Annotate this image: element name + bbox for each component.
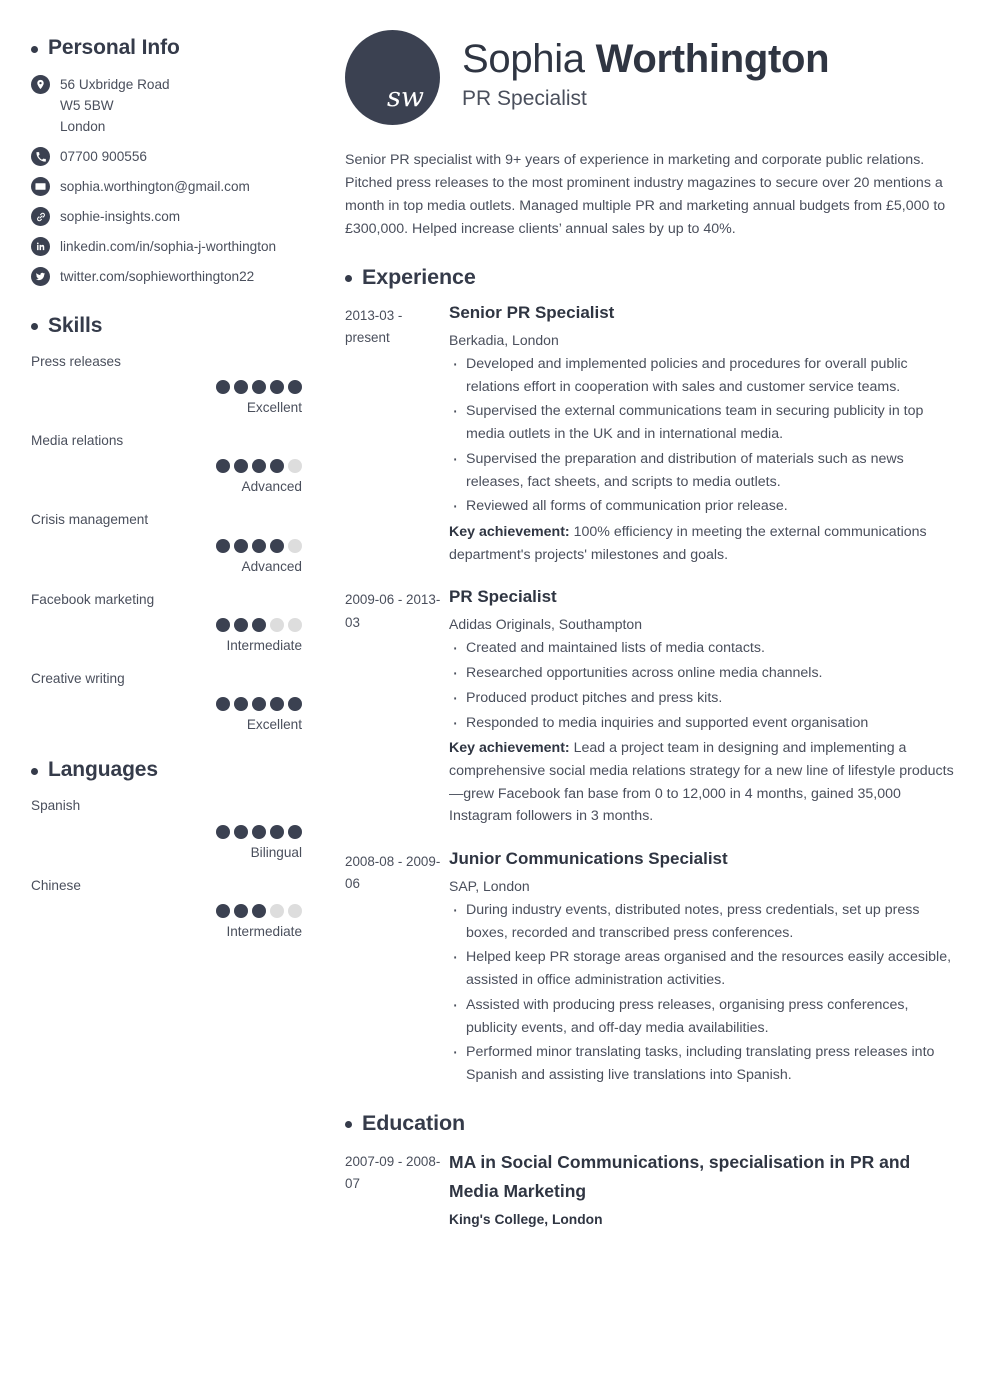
skill-rating <box>31 459 302 494</box>
contact-row[interactable] <box>31 236 302 257</box>
experience-bullet: · Responded to media inquiries and supported event organisation <box>449 712 960 735</box>
experience-key-achievement <box>449 737 960 828</box>
language-level: Bilingual <box>250 844 302 860</box>
contact-text: twitter.com/sophieworthington22 <box>60 269 255 285</box>
experience-bullet: · Researched opportunities across online media channels. <box>449 662 960 685</box>
skill-rating <box>31 539 302 574</box>
rating-dot <box>288 459 302 473</box>
experience-job-title: Senior PR Specialist <box>449 303 615 322</box>
rating-dot <box>252 697 266 711</box>
rating-dot <box>288 825 302 839</box>
rating-dot <box>234 825 248 839</box>
rating-dot <box>216 380 230 394</box>
rating-dot <box>270 380 284 394</box>
key-achievement-text: 100% efficiency in meeting the external communications department's projects' milestones and goals. <box>449 523 927 563</box>
contact-row[interactable] <box>31 206 302 227</box>
experience-job-title: Junior Communications Specialist <box>449 849 728 869</box>
twitter-icon <box>31 267 50 286</box>
language-item <box>31 796 302 859</box>
rating-dot <box>270 459 284 473</box>
language-item <box>31 876 302 939</box>
experience-bullet: · Reviewed all forms of communication prior release. <box>449 495 960 518</box>
skill-item <box>31 590 302 653</box>
resume-header <box>345 30 960 125</box>
experience-bullet: · Created and maintained lists of media contacts. <box>449 637 960 660</box>
skill-level: Advanced <box>241 558 302 574</box>
rating-dot <box>216 825 230 839</box>
rating-dot <box>288 380 302 394</box>
experience-list <box>345 302 960 1087</box>
page-title <box>462 38 829 80</box>
rating-dot <box>234 380 248 394</box>
key-achievement-text: Lead a project team in designing and implementing a comprehensive social media relations strategy for a new line of lifestyle products—grew Facebook fan base from 0 to 12,000 in 4 months, gained 35,000 Instagram followers in 3 months. <box>449 740 954 825</box>
rating-dot <box>234 459 248 473</box>
skill-dots <box>216 618 302 632</box>
experience-bullet: · Developed and implemented policies and procedures for overall public relations effort in cooperation with sales and customer service teams. <box>449 353 960 398</box>
skill-dots <box>216 539 302 553</box>
contact-text: 07700 900556 <box>60 149 147 165</box>
envelope-icon <box>31 177 50 196</box>
experience-entry <box>345 586 960 828</box>
rating-dot <box>252 539 266 553</box>
experience-dates: 2008-08 - 2009-06 <box>345 854 441 892</box>
experience-company: SAP, London <box>449 878 530 895</box>
experience-bullet-list <box>449 353 960 518</box>
skill-name: Creative writing <box>31 671 125 687</box>
experience-bullet: · Supervised the preparation and distribution of materials such as news releases, fact sheets, and scripts to media outlets. <box>449 448 960 493</box>
rating-dot <box>216 539 230 553</box>
first-name: Sophia <box>462 37 585 81</box>
skill-item <box>31 431 302 494</box>
skill-item <box>31 510 302 573</box>
rating-dot <box>252 459 266 473</box>
rating-dot <box>252 618 266 632</box>
rating-dot <box>270 539 284 553</box>
section-heading-label: Personal Info <box>48 36 180 59</box>
contact-row[interactable] <box>31 146 302 167</box>
rating-dot <box>216 904 230 918</box>
rating-dot <box>216 459 230 473</box>
language-name: Spanish <box>31 798 81 814</box>
skill-level: Advanced <box>241 479 302 495</box>
experience-dates: 2013-03 - present <box>345 308 403 346</box>
experience-bullet: · Performed minor translating tasks, including translating press releases into Spanish and assisting live translations into Spanish. <box>449 1041 960 1086</box>
education-list <box>345 1148 960 1227</box>
rating-dot <box>234 904 248 918</box>
contact-text: sophie-insights.com <box>60 209 181 225</box>
linkedin-icon <box>31 237 50 256</box>
rating-dot <box>252 825 266 839</box>
skill-name: Facebook marketing <box>31 591 155 607</box>
avatar <box>345 30 440 125</box>
rating-dot <box>270 697 284 711</box>
rating-dot <box>270 904 284 918</box>
contact-text: sophia.worthington@gmail.com <box>60 179 250 195</box>
skills-list <box>31 352 302 733</box>
skill-item <box>31 669 302 732</box>
section-heading-label: Skills <box>48 313 103 337</box>
contact-list <box>31 74 302 288</box>
skill-name: Press releases <box>31 353 121 369</box>
education-degree: MA in Social Communications, specialisation in PR and Media Marketing <box>449 1151 911 1201</box>
rating-dot <box>288 539 302 553</box>
languages-list <box>31 796 302 939</box>
education-dates: 2007-09 - 2008-07 <box>345 1153 441 1191</box>
location-pin-icon <box>31 75 50 94</box>
skill-rating <box>31 380 302 415</box>
bullet-dot-icon <box>31 46 38 53</box>
skill-dots <box>216 697 302 711</box>
avatar-monogram: sw <box>387 82 424 113</box>
skill-level: Excellent <box>246 717 302 733</box>
rating-dot <box>270 618 284 632</box>
skill-name: Crisis management <box>31 512 149 528</box>
skill-rating <box>31 697 302 732</box>
skill-rating <box>31 618 302 653</box>
experience-bullet: · Produced product pitches and press kits. <box>449 687 960 710</box>
contact-text: 56 Uxbridge Road W5 5BW London <box>60 77 170 135</box>
experience-company: Berkadia, London <box>449 331 559 348</box>
experience-key-achievement <box>449 521 960 566</box>
main-column <box>330 0 990 1247</box>
link-icon <box>31 207 50 226</box>
last-name: Worthington <box>595 37 830 81</box>
experience-entry <box>345 848 960 1087</box>
skill-item <box>31 352 302 415</box>
professional-summary: Senior PR specialist with 9+ years of experience in marketing and corporate public relations. Pitched press releases to the most prominent industry magazines to secure over 20 mentions a month in top media outlets. Managed multiple PR and marketing annual budgets from £5,000 to £300,000. Helped increase clients’ annual sales by up to 40%. <box>345 152 946 237</box>
skill-dots <box>216 459 302 473</box>
language-rating <box>31 825 302 860</box>
language-dots <box>216 904 302 918</box>
experience-bullet: · During industry events, distributed notes, press credentials, set up press boxes, recorded and transcribed press conferences. <box>449 899 960 944</box>
contact-row[interactable] <box>31 266 302 287</box>
rating-dot <box>270 825 284 839</box>
section-heading-education <box>345 1111 960 1136</box>
job-role-subtitle: PR Specialist <box>462 87 587 110</box>
experience-bullet-list <box>449 899 960 1087</box>
rating-dot <box>288 697 302 711</box>
rating-dot <box>288 618 302 632</box>
bullet-dot-icon <box>31 768 38 775</box>
experience-bullet: · Assisted with producing press releases, organising press conferences, publicity events, and off-day media availabilities. <box>449 994 960 1039</box>
skill-name: Media relations <box>31 432 124 448</box>
experience-bullet: · Helped keep PR storage areas organised and the resources easily accesible, assisted in office administration activities. <box>449 946 960 991</box>
rating-dot <box>216 697 230 711</box>
rating-dot <box>252 380 266 394</box>
section-heading-skills <box>31 314 302 338</box>
experience-job-title: PR Specialist <box>449 587 557 607</box>
experience-body <box>449 848 960 1087</box>
rating-dot <box>216 618 230 632</box>
rating-dot <box>234 697 248 711</box>
language-name: Chinese <box>31 877 81 893</box>
contact-text: linkedin.com/in/sophia-j-worthington <box>60 239 277 255</box>
rating-dot <box>234 618 248 632</box>
rating-dot <box>234 539 248 553</box>
section-heading-label: Languages <box>48 758 158 782</box>
key-achievement-label: Key achievement: <box>449 740 570 757</box>
experience-company: Adidas Originals, Southampton <box>449 616 642 633</box>
skill-level: Intermediate <box>226 638 302 654</box>
key-achievement-label: Key achievement: <box>449 523 570 540</box>
education-entry <box>345 1148 960 1227</box>
language-rating <box>31 904 302 939</box>
experience-body <box>449 302 960 566</box>
skill-dots <box>216 380 302 394</box>
experience-entry <box>345 302 960 566</box>
rating-dot <box>288 904 302 918</box>
section-heading-languages <box>31 758 302 782</box>
sidebar <box>0 0 330 1400</box>
section-heading-personal-info <box>31 36 302 60</box>
contact-row[interactable] <box>31 176 302 197</box>
language-level: Intermediate <box>226 924 302 940</box>
education-body <box>449 1148 960 1227</box>
education-school: King's College, London <box>449 1211 603 1227</box>
skill-level: Excellent <box>246 399 302 415</box>
contact-row[interactable] <box>31 74 302 137</box>
section-heading-label: Education <box>362 1110 466 1135</box>
experience-bullet: · Supervised the external communications team in securing publicity in top media outlets in the UK and in international media. <box>449 400 960 445</box>
language-dots <box>216 825 302 839</box>
rating-dot <box>252 904 266 918</box>
bullet-dot-icon <box>345 275 352 282</box>
section-heading-label: Experience <box>362 265 476 289</box>
experience-dates: 2009-06 - 2013-03 <box>345 592 441 630</box>
bullet-dot-icon <box>345 1121 352 1128</box>
section-heading-experience <box>345 265 960 290</box>
name-block <box>462 30 829 111</box>
bullet-dot-icon <box>31 323 38 330</box>
experience-bullet-list <box>449 637 960 734</box>
experience-body <box>449 586 960 828</box>
phone-icon <box>31 147 50 166</box>
